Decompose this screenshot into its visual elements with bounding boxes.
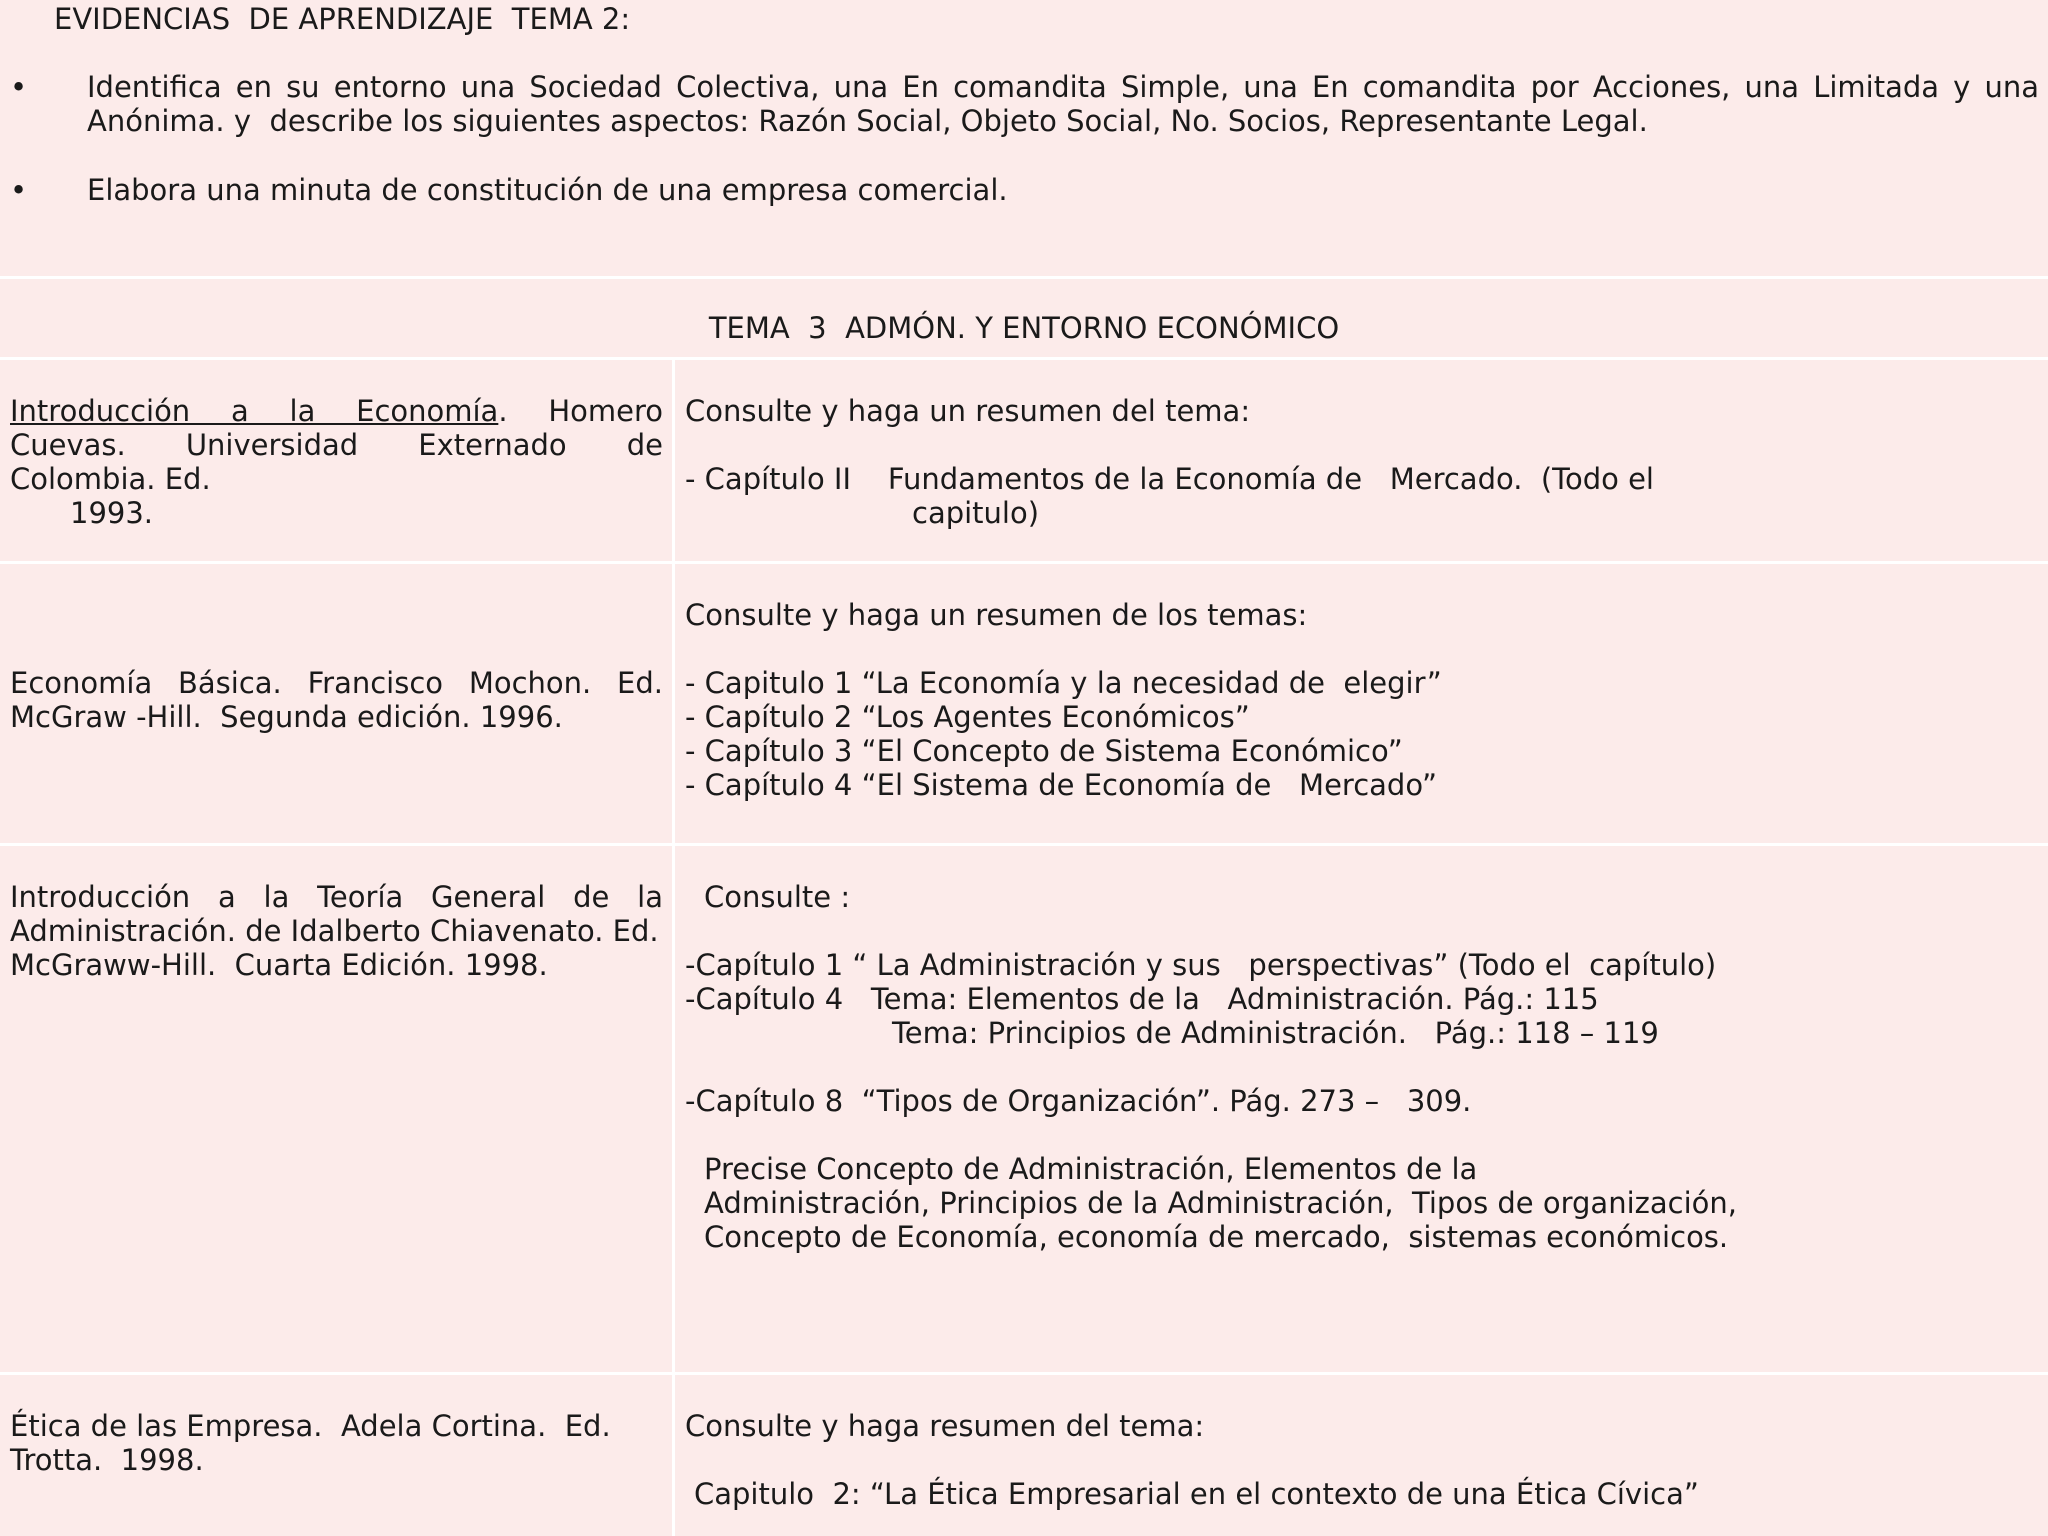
evidencias-title: EVIDENCIAS DE APRENDIZAJE TEMA 2: <box>54 2 631 36</box>
row-3-reference <box>0 846 672 1372</box>
row-4-ref-line-2: Trotta. 1998. <box>10 1443 204 1477</box>
list-item: - Capítulo 4 “El Sistema de Economía de Mercado” <box>685 768 1438 802</box>
row-3-act-precise-3: Concepto de Economía, economía de mercado, sistemas económicos. <box>704 1220 1729 1254</box>
row-3-act-precise-1: Precise Concepto de Administración, Elementos de la <box>704 1152 1478 1186</box>
reference-title-link[interactable]: Introducción a la Economía <box>10 394 499 428</box>
bullet-1-line-2: Anónima. y describe los siguientes aspectos: Razón Social, Objeto Social, No. Socios, Representante Legal. <box>87 104 1648 138</box>
row-1-act-line-1: - Capítulo II Fundamentos de la Economía de Mercado. (Todo el <box>685 462 1654 496</box>
row-1-reference <box>0 360 672 561</box>
row-2-ref-line-1: Economía Básica. Francisco Mochon. Ed. <box>10 666 663 700</box>
row-1-ref-line-1 <box>10 394 663 428</box>
row-3-act-cap8: -Capítulo 8 “Tipos de Organización”. Pág. 273 – 309. <box>685 1084 1472 1118</box>
row-2-act-intro: Consulte y haga un resumen de los temas: <box>685 598 1308 632</box>
evidencias-section <box>0 0 2048 276</box>
bullet-2-line-1: Elabora una minuta de constitución de una empresa comercial. <box>87 173 1008 207</box>
row-4-reference <box>0 1375 672 1536</box>
row-3-act-cap4: -Capítulo 4 Tema: Elementos de la Administración. Pág.: 115 <box>685 982 1599 1016</box>
bullet-marker: • <box>10 70 28 104</box>
list-item: - Capítulo 2 “Los Agentes Económicos” <box>685 700 1250 734</box>
row-2-ref-line-2: McGraw -Hill. Segunda edición. 1996. <box>10 700 563 734</box>
tema3-title: TEMA 3 ADMÓN. Y ENTORNO ECONÓMICO <box>708 311 1340 345</box>
row-3-act-precise-2: Administración, Principios de la Administración, Tipos de organización, <box>704 1186 1737 1220</box>
list-item: - Capitulo 1 “La Economía y la necesidad de elegir” <box>685 666 1442 700</box>
bullet-marker: • <box>10 173 28 207</box>
row-1-activity <box>675 360 2048 561</box>
row-2-reference <box>0 564 672 843</box>
row-3-ref-line-2: Administración. de Idalberto Chiavenato. Ed. <box>10 914 659 948</box>
list-item: - Capítulo 3 “El Concepto de Sistema Económico” <box>685 734 1403 768</box>
row-1-ref-line-1-rest: . Homero <box>498 394 663 428</box>
row-3-act-cap1: -Capítulo 1 “ La Administración y sus perspectivas” (Todo el capítulo) <box>685 948 1717 982</box>
row-1-act-intro: Consulte y haga un resumen del tema: <box>685 394 1251 428</box>
row-4-act-line-1: Capitulo 2: “La Ética Empresarial en el contexto de una Ética Cívica” <box>694 1477 1699 1511</box>
row-4-activity <box>675 1375 2048 1536</box>
tema3-header <box>0 279 2048 357</box>
row-3-ref-line-3: McGraww-Hill. Cuarta Edición. 1998. <box>10 948 548 982</box>
bullet-1-line-1: Identifica en su entorno una Sociedad Colectiva, una En comandita Simple, una En comandita por Acciones, una Limitada y una <box>87 70 2039 104</box>
row-4-act-intro: Consulte y haga resumen del tema: <box>685 1409 1205 1443</box>
row-1-ref-line-4: 1993. <box>70 496 154 530</box>
row-3-act-cap4b: Tema: Principios de Administración. Pág.: 118 – 119 <box>892 1016 1659 1050</box>
row-1-ref-line-2: Cuevas. Universidad Externado de <box>10 428 663 462</box>
row-3-activity <box>675 846 2048 1372</box>
row-1-act-line-2: capitulo) <box>912 496 1040 530</box>
row-1-ref-line-3: Colombia. Ed. <box>10 462 211 496</box>
row-2-activity <box>675 564 2048 843</box>
row-3-act-intro: Consulte : <box>704 880 851 914</box>
row-4-ref-line-1: Ética de las Empresa. Adela Cortina. Ed. <box>10 1409 611 1443</box>
row-3-ref-line-1: Introducción a la Teoría General de la <box>10 880 663 914</box>
